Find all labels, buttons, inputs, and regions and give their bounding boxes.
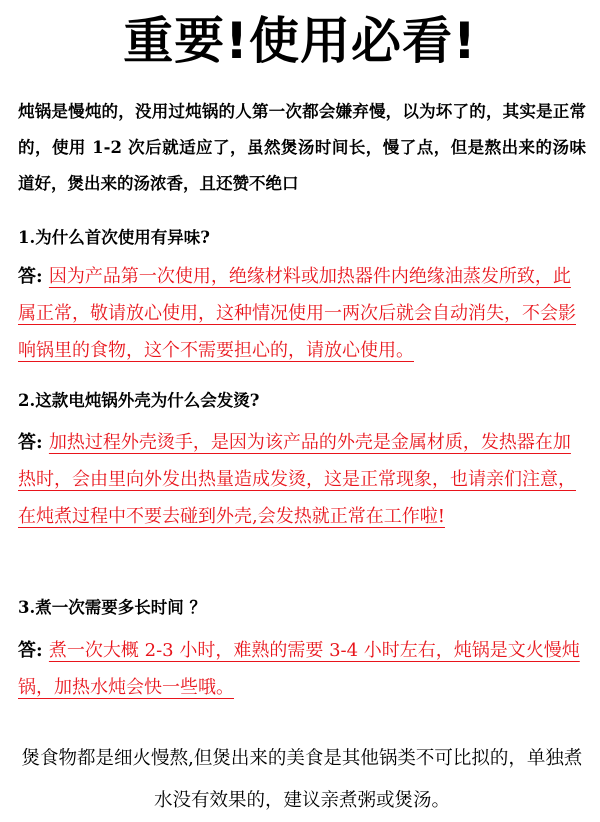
answer-prefix: 答: <box>18 432 49 453</box>
faq-question-1: 1.为什么首次使用有异味? <box>18 228 210 247</box>
faq-question-2: 2.这款电炖锅外壳为什么会发烫? <box>18 391 260 410</box>
faq-answer-3 <box>18 632 586 706</box>
faq-question-3: 3.煮一次需要多长时间 ？ <box>18 598 206 617</box>
intro-paragraph: 炖锅是慢炖的，没用过炖锅的人第一次都会嫌弃慢，以为坏了的，其实是正常的，使用 1-2 次后就适应了，虽然煲汤时间长，慢了点，但是熬出来的汤味道好，煲出来的汤浓香，且还赞不绝口 <box>18 102 586 193</box>
faq-answer-2 <box>18 424 586 535</box>
faq-answer-1 <box>18 258 586 369</box>
answer-text: 因为产品第一次使用，绝缘材料或加热器件内绝缘油蒸发所致，此属正常，敬请放心使用，这种情况使用一两次后就会自动消失，不会影响锅里的食物，这个不需要担心的，请放心使用。 <box>18 266 576 361</box>
answer-prefix: 答: <box>18 640 49 661</box>
closing-paragraph: 煲食物都是细火慢熬,但煲出来的美食是其他锅类不可比拟的，单独煮水没有效果的，建议亲煮粥或煲汤。 <box>21 748 583 811</box>
answer-prefix: 答: <box>18 266 49 287</box>
page-title: 重要!使用必看! <box>123 12 477 70</box>
answer-text: 煮一次大概 2-3 小时，难熟的需要 3-4 小时左右，炖锅是文火慢炖锅，加热水炖会快一些哦。 <box>18 640 580 698</box>
answer-text: 加热过程外壳烫手，是因为该产品的外壳是金属材质，发热器在加热时，会由里向外发出热量造成发烫，这是正常现象，也请亲们注意，在炖煮过程中不要去碰到外壳,会发热就正常在工作啦! <box>18 432 576 527</box>
